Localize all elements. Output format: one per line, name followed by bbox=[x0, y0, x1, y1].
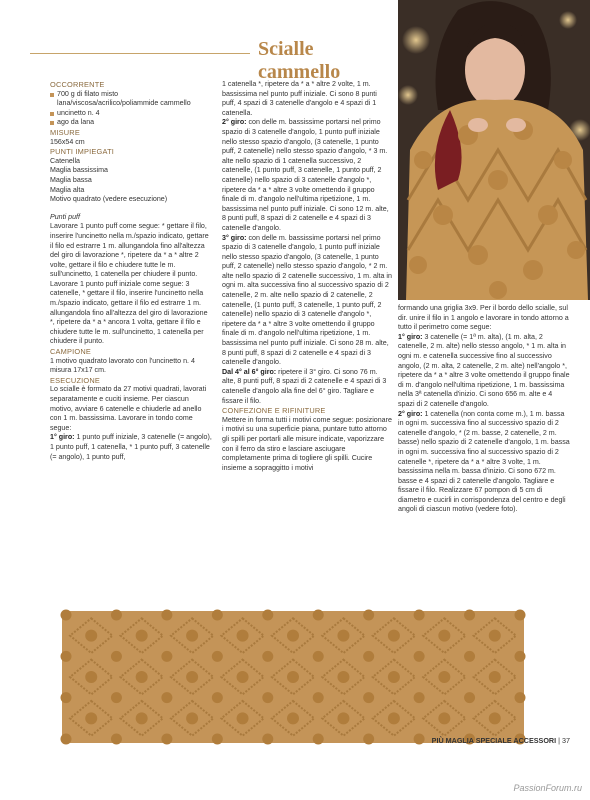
pompon bbox=[464, 651, 475, 662]
pompon bbox=[186, 671, 198, 683]
stitch-item: Maglia bassa bbox=[50, 175, 92, 184]
pompon bbox=[111, 734, 122, 745]
pompon bbox=[515, 610, 526, 621]
pompon bbox=[287, 630, 299, 642]
watermark: PassionForum.ru bbox=[513, 783, 582, 793]
round-4-6-label: Dal 4° al 6° giro: bbox=[222, 367, 277, 376]
pompon bbox=[438, 630, 450, 642]
confezione-text: Mettere in forma tutti i motivi come segue: posizionare i motivi su una superficie piana, puntare tutto attorno gli spilli per portarli alle misure indicate, vaporizzare con il ferro da stiro e lasciare asciugare completamente prima di togliere gli spilli. Cucire insieme a sopraggitto i motivi bbox=[222, 415, 392, 472]
material-item: 700 g di filato misto lana/viscosa/acrilico/poliammide cammello bbox=[50, 90, 212, 109]
heading-confezione: CONFEZIONE E RIFINITURE bbox=[222, 406, 326, 416]
pompon bbox=[313, 734, 324, 745]
campione-text: 1 motivo quadrato lavorato con l'uncinetto n. 4 misura 17x17 cm. bbox=[50, 356, 195, 375]
pompon bbox=[337, 712, 349, 724]
pompon bbox=[287, 712, 299, 724]
pompon bbox=[85, 671, 97, 683]
pompon bbox=[414, 734, 425, 745]
pompon bbox=[136, 712, 148, 724]
pompon bbox=[363, 692, 374, 703]
pompon bbox=[61, 734, 72, 745]
bullet-square-icon bbox=[50, 93, 54, 97]
column-2 bbox=[222, 80, 392, 473]
round-1-continuation: 1 catenella *, ripetere da * a * altre 2 volte, 1 m. bassissima nel punto puff iniziale. Ci sono 8 punti puff, 4 spazi di 3 catenelle d'angolo e 4 spazi di 1 catenella. bbox=[222, 80, 377, 117]
border-round-2-label: 2° giro: bbox=[398, 409, 423, 418]
pompon bbox=[464, 692, 475, 703]
column-3 bbox=[398, 304, 570, 515]
round-1-text: 1° giro: 1 punto puff iniziale, 3 catenelle (= angolo), 1 punto puff, 1 catenella, * 1 punto puff, 3 catenelle (= angolo), 1 punto puff, bbox=[50, 433, 212, 461]
pompon bbox=[414, 692, 425, 703]
pompon bbox=[388, 671, 400, 683]
shawl-photo bbox=[58, 605, 528, 750]
heading-esecuzione: ESECUZIONE bbox=[50, 375, 101, 385]
pompon bbox=[414, 610, 425, 621]
pompon bbox=[388, 712, 400, 724]
pompon bbox=[186, 712, 198, 724]
model-photo bbox=[398, 0, 590, 300]
pompon bbox=[313, 651, 324, 662]
pompon bbox=[111, 692, 122, 703]
round-2-label: 2° giro: bbox=[222, 118, 247, 127]
puff-text-1: Lavorare 1 punto puff come segue: * gettare il filo, inserire l'uncinetto nella m./spazio indicato, gettare il filo ed estrarre 1 m. allungandola fino all'altezza del giro di lavorazione *, ripetere da * a * altre 2 volte, gettare il filo e chiudere tutte le m. sull'uncinetto, 1 catenella per chiudere il punto. bbox=[50, 222, 209, 279]
puff-title: Punti puff bbox=[50, 212, 80, 221]
pompon bbox=[515, 692, 526, 703]
pompon bbox=[363, 734, 374, 745]
bullet-square-icon bbox=[50, 121, 54, 125]
pompon bbox=[313, 692, 324, 703]
pompon bbox=[237, 630, 249, 642]
pompon bbox=[237, 671, 249, 683]
material-item: uncinetto n. 4 bbox=[50, 109, 212, 119]
pompon bbox=[61, 651, 72, 662]
pompon bbox=[161, 692, 172, 703]
puff-text-2: Lavorare 1 punto puff iniziale come segue: 3 catenelle, * gettare il filo, inserire l'uncinetto nella m./spazio indicato, gettare il filo ed estrarre 1 m. allungandola fino all'altezza del giro di lavorazione *, ripetere da * a * ancora 1 volta, gettare il filo e chiudere tutte le m. sull'uncinetto, 1 catenella per chiudere il punto. bbox=[50, 279, 208, 346]
bullet-square-icon bbox=[50, 112, 54, 116]
pompon bbox=[489, 712, 501, 724]
round-3-text: 3° giro: con delle m. bassissime portarsi nel primo spazio di 3 catenelle d'angolo, 1 punto puff iniziale nello stesso spazio d'angolo, (3 catenelle, 1 punto puff, 2 catenelle) nello stesso spazio d'angolo, * 2 m. alte nello spazio di 2 catenelle successivo, 1 m. alta in ogni m. alta successiva fino al successivo spazio di 2 catenelle, 2 m. alte nello spazio di 2 catenelle, 2 catenelle, (1 punto puff, 3 catenelle, 1 punto puff, 2 catenelle) nello spazio di 3 catenelle d'angolo *, ripetere da * a * altre 3 volte omettendo il gruppo finale di m. d'angolo nell'ultima ripetizione, 1 m. bassissima nel punto puff iniziale. Ci sono 28 m. alte, 8 punti puff, 8 spazi di 2 catenelle e 4 spazi di 3 catenelle d'angolo. bbox=[222, 233, 392, 367]
stitch-item: Maglia bassissima bbox=[50, 166, 108, 175]
pompon bbox=[489, 630, 501, 642]
pompon bbox=[262, 651, 273, 662]
heading-occorrente: OCCORRENTE bbox=[50, 80, 105, 89]
pompon bbox=[388, 630, 400, 642]
magazine-name: PIÙ MAGLIA SPECIALE ACCESSORI bbox=[431, 736, 557, 745]
round-2-text: 2° giro: con delle m. bassissime portarsi nel primo spazio di 3 catenelle d'angolo, 1 punto puff iniziale nello stesso spazio d'angolo, (3 catenelle, 1 punto puff, 2 catenelle) nello stesso spazio d'angolo, * 3 m. alte nello spazio di 1 catenella successivo, 2 catenelle, (1 punto puff, 3 catenelle, 1 punto puff, 2 catenelle) nello spazio di 3 catenelle d'angolo *, ripetere da * a * altre 3 volte omettendo il gruppo finale di m. d'angolo nell'ultima ripetizione, 1 m. bassissima nel punto puff iniziale. Ci sono 12 m. alte, 8 punti puff, 8 spazi di 2 catenelle e 4 spazi di 3 catenelle d'angolo. bbox=[222, 118, 389, 232]
pompon bbox=[136, 630, 148, 642]
border-round-1-text: 1° giro: 3 catenelle (= 1ª m. alta), (1 m. alta, 2 catenelle, 2 m. alte) nello stesso angolo, * 1 m. alta in ogni m. e catenella successive fino al successivo angolo, (2 m. alta, 2 catenelle, 2 m. alte) nell'angolo *, ripetere da * a * altre 3 volte omettendo il gruppo finale di m. d'angolo nell'ultima ripetizione, 1 m. bassissima nella 3ª catenella d'inizio. Ci sono 656 m. alte e 4 spazi di 2 catenelle d'angolo. bbox=[398, 332, 570, 408]
pompon bbox=[111, 651, 122, 662]
round-3-label: 3° giro: bbox=[222, 233, 247, 242]
pompon bbox=[212, 651, 223, 662]
pompon bbox=[313, 610, 324, 621]
title-block bbox=[30, 36, 392, 83]
pompon bbox=[337, 671, 349, 683]
stitch-item: Motivo quadrato (vedere esecuzione) bbox=[50, 195, 168, 204]
pompon bbox=[161, 610, 172, 621]
page-footer bbox=[432, 736, 570, 745]
model-photo-illustration bbox=[398, 0, 590, 300]
pompon bbox=[161, 651, 172, 662]
pompon bbox=[438, 671, 450, 683]
pompon bbox=[85, 630, 97, 642]
pompon bbox=[161, 734, 172, 745]
pompon bbox=[363, 610, 374, 621]
border-round-2-text: 2° giro: 1 catenella (non conta come m.), 1 m. bassa in ogni m. successiva fino al successivo spazio di 2 catenelle d'angolo, * (2 m. basse, 2 catenelle, 2 m. basse) nello spazio di 2 catenelle d'angolo, 1 m. bassa in ogni m. successiva fino al successivo spazio di 2 catenelle *, ripetere da * a * altre 3 volte, 1 m. bassissima nella m. bassa d'inizio. Ci sono 672 m. basse e 4 spazi di 2 catenelle d'angolo. Tagliare e fissare il filo. Realizzare 67 pompon di 5 cm di diametro e cucirli in corrispondenza del centro e degli angoli di ciascun motivo (vedere foto). bbox=[398, 409, 570, 514]
pompon bbox=[438, 712, 450, 724]
pompon bbox=[212, 610, 223, 621]
column-1 bbox=[50, 80, 212, 462]
pompon bbox=[186, 630, 198, 642]
pompon bbox=[515, 651, 526, 662]
pompon bbox=[61, 610, 72, 621]
pompon bbox=[212, 692, 223, 703]
heading-punti: PUNTI IMPIEGATI bbox=[50, 147, 115, 157]
round-1-label: 1° giro: bbox=[50, 433, 75, 442]
pompon bbox=[287, 671, 299, 683]
heading-misure: MISURE bbox=[50, 127, 80, 137]
pompon bbox=[212, 734, 223, 745]
esecuzione-text: Lo scialle è formato da 27 motivi quadrati, lavorati separatamente e cuciti insieme. Per ciascun motivo, avviare 6 catenelle e chiuderle ad anello con 1 m. bassissima. Lavorare in tondo come segue: bbox=[50, 385, 207, 432]
pompon bbox=[262, 610, 273, 621]
pompon bbox=[363, 651, 374, 662]
border-round-1-label: 1° giro: bbox=[398, 332, 423, 341]
assembly-continuation: formando una griglia 3x9. Per il bordo dello scialle, sul dir. unire il filo in 1 angolo e lavorare in tondo attorno a tutto il perimetro come segue: bbox=[398, 304, 569, 332]
pompon bbox=[414, 651, 425, 662]
pompon bbox=[464, 610, 475, 621]
round-4-6-text: Dal 4° al 6° giro: ripetere il 3° giro. Ci sono 76 m. alte, 8 punti puff, 8 spazi di 2 catenelle e 4 spazi di 3 catenelle d'angolo alla fine del 6° giro. Tagliare e fissare il filo. bbox=[222, 367, 387, 405]
stitch-item: Catenella bbox=[50, 156, 80, 165]
pompon bbox=[85, 712, 97, 724]
heading-campione: CAMPIONE bbox=[50, 347, 92, 357]
pompon bbox=[111, 610, 122, 621]
pompon bbox=[337, 630, 349, 642]
pompon bbox=[489, 671, 501, 683]
footer-separator: | bbox=[556, 736, 562, 745]
misure-text: 156x54 cm bbox=[50, 137, 85, 146]
stitch-item: Maglia alta bbox=[50, 185, 85, 194]
pompon bbox=[136, 671, 148, 683]
material-item: ago da lana bbox=[50, 118, 212, 128]
page-number: 37 bbox=[562, 736, 570, 745]
pompon bbox=[237, 712, 249, 724]
pompon bbox=[262, 692, 273, 703]
pompon bbox=[262, 734, 273, 745]
page-title: Scialle cammello bbox=[250, 38, 392, 84]
shawl-illustration bbox=[58, 605, 528, 750]
pompon bbox=[61, 692, 72, 703]
